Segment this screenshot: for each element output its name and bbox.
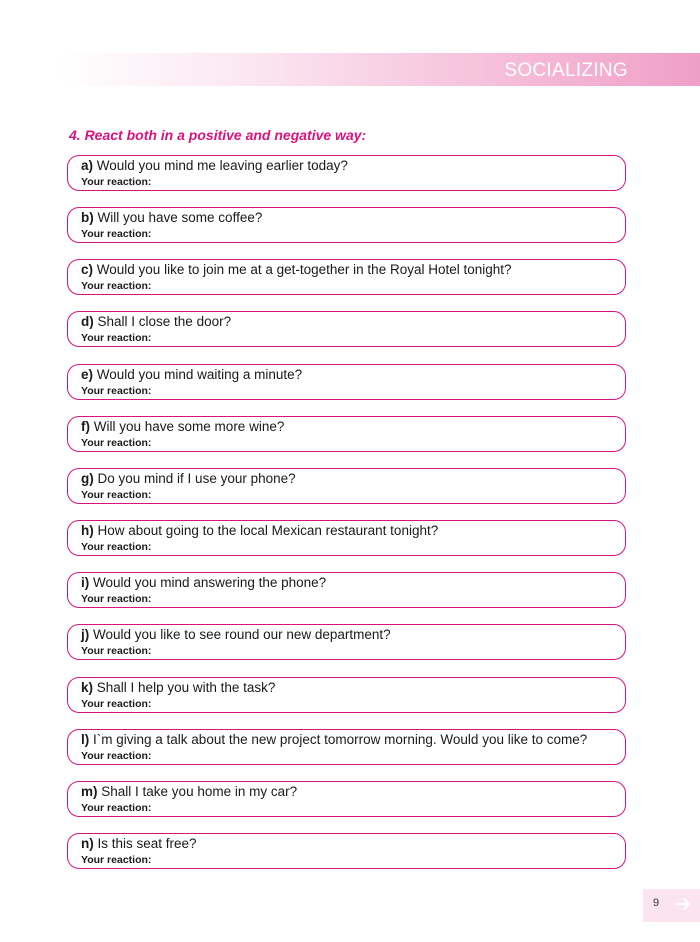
- reaction-label: Your reaction:: [81, 332, 152, 344]
- exercise-item: [67, 364, 626, 400]
- item-letter: h): [81, 523, 94, 538]
- reaction-label: Your reaction:: [81, 541, 152, 553]
- question-text: Shall I help you with the task?: [96, 680, 276, 695]
- item-letter: j): [81, 627, 90, 642]
- exercise-item: [67, 677, 626, 713]
- exercise-instruction: 4. React both in a positive and negative way:: [69, 127, 367, 143]
- question-line: [81, 418, 284, 435]
- reaction-label: Your reaction:: [81, 802, 152, 814]
- question-text: Would you mind waiting a minute?: [96, 367, 303, 382]
- question-line: [81, 313, 231, 330]
- exercise-item: [67, 624, 626, 660]
- reaction-label: Your reaction:: [81, 228, 152, 240]
- question-text: Would you mind answering the phone?: [93, 575, 327, 590]
- exercise-item: [67, 468, 626, 504]
- section-title: SOCIALIZING: [504, 60, 628, 81]
- exercise-item: [67, 833, 626, 869]
- exercise-item: [67, 259, 626, 295]
- reaction-label: Your reaction:: [81, 385, 152, 397]
- reaction-label: Your reaction:: [81, 645, 152, 657]
- item-letter: l): [81, 732, 90, 747]
- question-text: Shall I take you home in my car?: [101, 784, 298, 799]
- reaction-label: Your reaction:: [81, 489, 152, 501]
- reaction-label: Your reaction:: [81, 593, 152, 605]
- question-text: Would you like to join me at a get-together in the Royal Hotel tonight?: [96, 262, 512, 277]
- question-line: [81, 731, 587, 748]
- reaction-label: Your reaction:: [81, 750, 152, 762]
- question-line: [81, 835, 197, 852]
- exercise-item: [67, 729, 626, 765]
- question-text: I`m giving a talk about the new project tomorrow morning. Would you like to come?: [93, 732, 588, 747]
- reaction-label: Your reaction:: [81, 854, 152, 866]
- question-line: [81, 209, 262, 226]
- exercise-item: [67, 416, 626, 452]
- item-letter: d): [81, 314, 94, 329]
- question-text: Is this seat free?: [97, 836, 197, 851]
- question-line: [81, 679, 275, 696]
- question-text: Do you mind if I use your phone?: [97, 471, 296, 486]
- question-line: [81, 157, 348, 174]
- question-line: [81, 470, 296, 487]
- exercise-item: [67, 311, 626, 347]
- item-letter: n): [81, 836, 94, 851]
- question-line: [81, 366, 302, 383]
- exercise-item: [67, 520, 626, 556]
- exercise-item: [67, 155, 626, 191]
- question-text: Will you have some more wine?: [93, 419, 285, 434]
- reaction-label: Your reaction:: [81, 437, 152, 449]
- question-line: [81, 261, 512, 278]
- question-text: How about going to the local Mexican restaurant tonight?: [97, 523, 439, 538]
- question-text: Will you have some coffee?: [97, 210, 263, 225]
- question-line: [81, 626, 391, 643]
- item-letter: c): [81, 262, 94, 277]
- reaction-label: Your reaction:: [81, 698, 152, 710]
- exercise-item: [67, 781, 626, 817]
- item-letter: f): [81, 419, 90, 434]
- item-letter: i): [81, 575, 90, 590]
- question-text: Would you like to see round our new department?: [93, 627, 391, 642]
- page-number: 9: [653, 897, 660, 909]
- item-letter: a): [81, 158, 94, 173]
- arrow-right-icon[interactable]: [676, 896, 692, 912]
- question-text: Shall I close the door?: [97, 314, 232, 329]
- item-letter: e): [81, 367, 94, 382]
- reaction-label: Your reaction:: [81, 176, 152, 188]
- item-letter: k): [81, 680, 94, 695]
- item-letter: m): [81, 784, 98, 799]
- question-text: Would you mind me leaving earlier today?: [96, 158, 348, 173]
- exercise-item: [67, 572, 626, 608]
- item-letter: g): [81, 471, 94, 486]
- question-line: [81, 574, 326, 591]
- question-line: [81, 783, 297, 800]
- question-line: [81, 522, 438, 539]
- reaction-label: Your reaction:: [81, 280, 152, 292]
- item-letter: b): [81, 210, 94, 225]
- exercise-item: [67, 207, 626, 243]
